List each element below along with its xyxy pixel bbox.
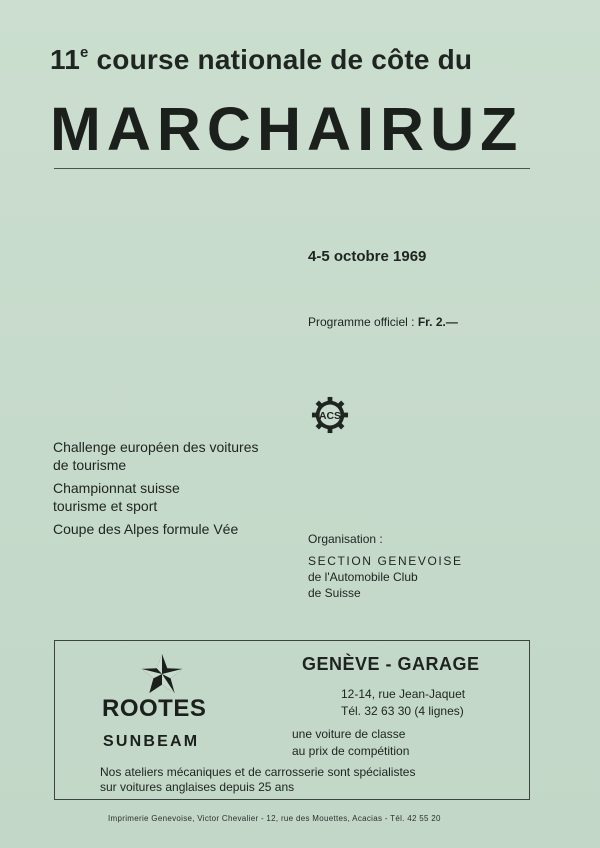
- brand-rootes: ROOTES: [102, 695, 207, 722]
- ordinal-number: 11: [50, 44, 80, 75]
- tagline-line: au prix de compétition: [292, 744, 410, 758]
- garage-address: [341, 686, 465, 720]
- brand-sunbeam: SUNBEAM: [103, 733, 200, 750]
- acs-logo-text: ACS: [318, 410, 342, 422]
- title-divider: [54, 168, 530, 169]
- acs-gear-emblem-icon: [311, 396, 349, 434]
- program-price: [308, 315, 458, 329]
- program-price-value: Fr. 2.—: [417, 315, 458, 329]
- workshop-line: Nos ateliers mécaniques et de carrosserie sont spécialistes: [100, 765, 416, 779]
- event-item-challenge: Challenge européen des voitures de tourisme: [53, 439, 259, 473]
- subtitle-text: course nationale de côte du: [88, 44, 473, 75]
- printer-imprint: Imprimerie Genevoise, Victor Chevalier - 12, rue des Mouettes, Acacias - Tél. 42 55 20: [108, 814, 441, 823]
- workshop-text: [100, 765, 415, 795]
- organisation-line: de l'Automobile Club: [308, 570, 418, 584]
- tagline-line: une voiture de classe: [292, 727, 406, 741]
- organisation-line: de Suisse: [308, 586, 361, 600]
- organisation-label: Organisation :: [308, 532, 383, 546]
- address-line: 12-14, rue Jean-Jaquet: [341, 687, 466, 701]
- event-list: [53, 438, 258, 543]
- ad-tagline: [292, 726, 409, 760]
- organisation-details: [308, 553, 463, 601]
- program-label: Programme officiel :: [308, 315, 418, 329]
- garage-name: GENÈVE - GARAGE: [302, 654, 480, 674]
- event-subtitle: [50, 44, 472, 76]
- event-item-championnat: Championnat suisse tourisme et sport: [53, 480, 180, 514]
- pentastar-icon: [140, 653, 184, 695]
- ordinal-suffix: e: [80, 44, 89, 61]
- page-title: MARCHAIRUZ: [50, 95, 524, 163]
- organisation-line: SECTION GENEVOISE: [308, 554, 463, 568]
- workshop-line: sur voitures anglaises depuis 25 ans: [100, 780, 295, 794]
- phone-line: Tél. 32 63 30 (4 lignes): [341, 704, 464, 718]
- event-item-coupe: Coupe des Alpes formule Vée: [53, 521, 239, 537]
- event-date: 4-5 octobre 1969: [308, 248, 427, 265]
